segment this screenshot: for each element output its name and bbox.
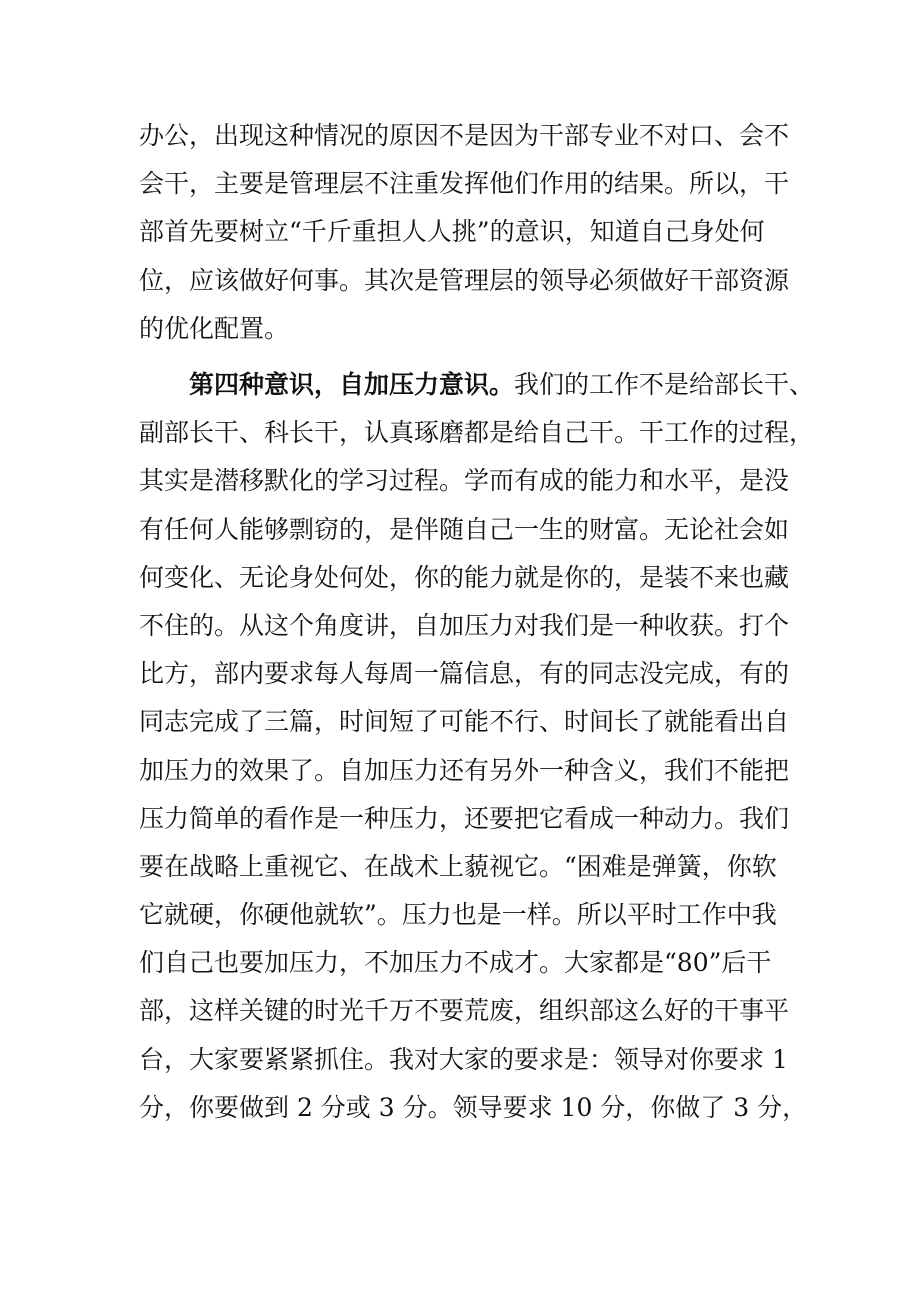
text-line: 台，大家要紧紧抓住。我对大家的要求是：领导对你要求 1 [139, 1044, 788, 1074]
text-line: 部首先要树立“千斤重担人人挑”的意识，知道自己身处何 [139, 217, 765, 247]
text-line: 分，你要做到 2 分或 3 分。领导要求 10 分，你做了 3 分， [139, 1092, 808, 1122]
text-line: 会干，主要是管理层不注重发挥他们作用的结果。所以，干 [139, 169, 790, 199]
text-line: 压力简单的看作是一种压力，还要把它看成一种动力。我们 [139, 803, 790, 833]
text-line: 何变化、无论身处何处，你的能力就是你的，是装不来也藏 [139, 562, 790, 592]
text-line: 不住的。从这个角度讲，自加压力对我们是一种收获。打个 [139, 610, 790, 640]
text-line: 部，这样关键的时光千万不要荒废，组织部这么好的干事平 [139, 996, 790, 1026]
text-line: 办公，出现这种情况的原因不是因为干部专业不对口、会不 [139, 121, 790, 150]
text-line: 有任何人能够剽窃的，是伴随自己一生的财富。无论社会如 [139, 514, 790, 544]
paragraph-first-line [139, 361, 815, 409]
text-line: 副部长干、科长干，认真琢磨都是给自己干。干工作的过程， [139, 418, 815, 448]
text-line: 其实是潜移默化的学习过程。学而有成的能力和水平，是没 [139, 466, 790, 496]
text-line: 同志完成了三篇，时间短了可能不行、时间长了就能看出自 [139, 707, 790, 737]
paragraph-fourth-awareness [139, 361, 815, 1132]
text-line: 的优化配置。 [139, 313, 290, 343]
text-line: 位，应该做好何事。其次是管理层的领导必须做好干部资源 [139, 265, 790, 295]
text-line: 要在战略上重视它、在战术上藐视它。“困难是弹簧，你软 [139, 851, 777, 881]
text-run: 我们的工作不是给部长干、 [514, 370, 815, 399]
text-line: 加压力的效果了。自加压力还有另外一种含义，我们不能把 [139, 755, 790, 785]
paragraph-heading: 第四种意识，自加压力意识。 [189, 370, 515, 399]
text-line: 比方，部内要求每人每周一篇信息，有的同志没完成，有的 [139, 659, 790, 689]
paragraph-continuation [139, 112, 789, 353]
text-line: 它就硬，你硬他就软”。压力也是一样。所以平时工作中我 [139, 900, 777, 930]
text-line: 们自己也要加压力，不加压力不成才。大家都是“80”后干 [139, 948, 772, 978]
